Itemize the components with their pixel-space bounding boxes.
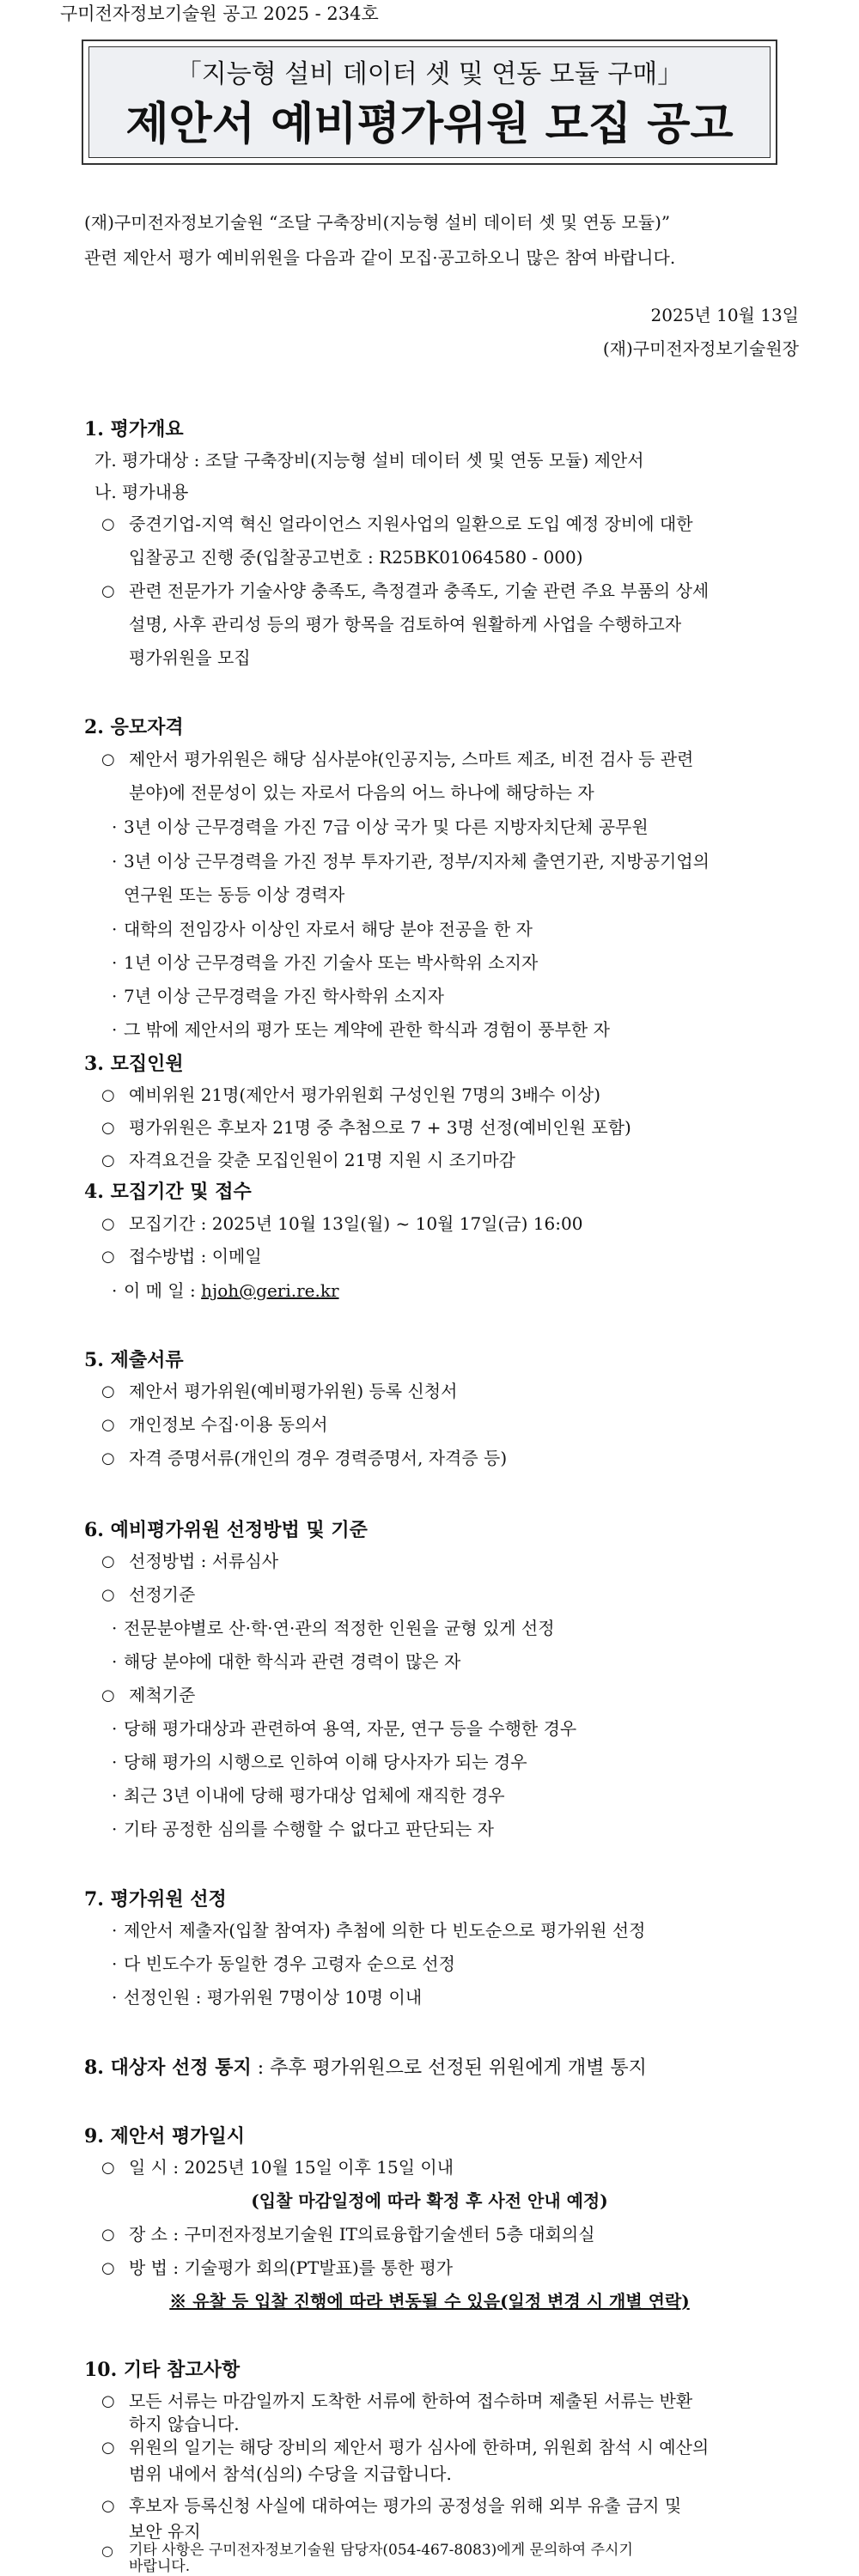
s10-item1-line1: 모든 서류는 마감일까지 도착한 서류에 한하여 접수하며 제출된 서류는 반환 (129, 2391, 693, 2411)
s6-sub3: 당해 평가대상과 관련하여 용역, 자문, 연구 등을 수행한 경우 (124, 1718, 577, 1739)
title-box-inner (88, 46, 771, 158)
s9-item2: 장 소 : 구미전자정보기술원 IT의료융합기술센터 5층 대회의실 (129, 2224, 595, 2245)
s2-sub3: 대학의 전임강사 이상인 자로서 해당 분야 전공을 한 자 (124, 919, 533, 939)
s2-item1-line2: 분야)에 전문성이 있는 자로서 다음의 어느 하나에 해당하는 자 (129, 782, 594, 803)
email-link[interactable]: hjoh@geri.re.kr (201, 1280, 339, 1301)
s6-item1: 선정방법 : 서류심사 (129, 1551, 279, 1571)
bullet-circle: ○ (101, 2392, 115, 2410)
title-subtitle: ｢지능형 설비 데이터 셋 및 연동 모듈 구매｣ (188, 59, 671, 89)
section-9-heading: 9. 제안서 평가일시 (84, 2125, 246, 2148)
bullet-dot: · (112, 1819, 118, 1839)
bullet-dot: · (112, 851, 118, 872)
bullet-dot: · (112, 1019, 118, 1040)
bullet-dot: · (112, 1987, 118, 2008)
s4-email-label: 이 메 일 : (124, 1280, 202, 1301)
s10-item3-line2: 보안 유지 (129, 2521, 201, 2542)
s1-item1-line1: 중견기업-지역 혁신 얼라이언스 지원사업의 일환으로 도입 예정 장비에 대한 (129, 513, 693, 534)
s5-item3: 자격 증명서류(개인의 경우 경력증명서, 자격증 등) (129, 1448, 508, 1468)
s7-sub2: 다 빈도수가 동일한 경우 고령자 순으로 선정 (124, 1953, 455, 1974)
bullet-circle: ○ (101, 2543, 113, 2559)
bullet-circle: ○ (101, 582, 115, 600)
s6-sub5: 최근 3년 이내에 당해 평가대상 업체에 재직한 경우 (124, 1785, 505, 1806)
s8-text: : 추후 평가위원으로 선정된 위원에게 개별 통지 (251, 2057, 647, 2079)
s9-item3: 방 법 : 기술평가 회의(PT발표)를 통한 평가 (129, 2257, 454, 2278)
s2-sub4: 1년 이상 근무경력을 가진 기술사 또는 박사학위 소지자 (124, 952, 539, 973)
bullet-dot: · (112, 952, 118, 973)
s7-sub3: 선정인원 : 평가위원 7명이상 10명 이내 (124, 1987, 423, 2008)
s4-email-row (124, 1279, 339, 1302)
s6-sub6: 기타 공정한 심의를 수행할 수 없다고 판단되는 자 (124, 1819, 494, 1839)
bullet-circle: ○ (101, 1151, 115, 1170)
s6-item3: 제척기준 (129, 1685, 196, 1705)
s10-item4-line1: 기타 사항은 구미전자정보기술원 담당자(054-467-8083)에게 문의하여 주시기 (129, 2542, 633, 2559)
bullet-dot: · (112, 1920, 118, 1941)
s5-item1: 제안서 평가위원(예비평가위원) 등록 신청서 (129, 1381, 458, 1401)
s6-sub1: 전문분야별로 산·학·연·관의 적정한 인원을 균형 있게 선정 (124, 1618, 555, 1638)
section-8-heading: 8. 대상자 선정 통지 (84, 2057, 252, 2079)
s1-content-label: 나. 평가내용 (94, 482, 189, 502)
s2-sub2-line2: 연구원 또는 동등 이상 경력자 (124, 884, 345, 905)
page-title: 제안서 예비평가위원 모집 공고 (125, 99, 734, 150)
section-1-heading: 1. 평가개요 (84, 418, 184, 440)
section-6-heading: 6. 예비평가위원 선정방법 및 기준 (84, 1519, 368, 1541)
s6-item2: 선정기준 (129, 1584, 196, 1605)
document-number: 구미전자정보기술원 공고 2025 - 234호 (60, 3, 379, 24)
title-box (82, 39, 777, 165)
section-4-heading: 4. 모집기간 및 접수 (84, 1181, 252, 1203)
bullet-circle: ○ (101, 1686, 115, 1704)
bullet-dot: · (112, 1752, 118, 1772)
s2-sub6: 그 밖에 제안서의 평가 또는 계약에 관한 학식과 경험이 풍부한 자 (124, 1019, 610, 1040)
bullet-dot: · (112, 1718, 118, 1739)
bullet-circle: ○ (101, 1086, 115, 1104)
bullet-circle: ○ (101, 2439, 115, 2457)
s10-item1-line2: 하지 않습니다. (129, 2414, 240, 2434)
issuer-name: (재)구미전자정보기술원장 (602, 338, 799, 359)
bullet-dot: · (112, 817, 118, 837)
s6-sub4: 당해 평가의 시행으로 인하여 이해 당사자가 되는 경우 (124, 1752, 527, 1772)
section-5-heading: 5. 제출서류 (84, 1349, 184, 1371)
s9-note1: (입찰 마감일정에 따라 확정 후 사전 안내 예정) (251, 2190, 608, 2211)
s9-note2: ※ 유찰 등 입찰 진행에 따라 변동될 수 있음(일정 변경 시 개별 연락) (169, 2291, 690, 2312)
s2-sub5: 7년 이상 근무경력을 가진 학사학위 소지자 (124, 986, 444, 1006)
bullet-dot: · (112, 919, 118, 939)
s10-item2-line2: 범위 내에서 참석(심의) 수당을 지급합니다. (129, 2464, 452, 2484)
bullet-dot: · (112, 1785, 118, 1806)
s1-item1-line2: 입찰공고 진행 중(입찰공고번호 : R25BK01064580 - 000) (129, 547, 583, 568)
intro-line-1: (재)구미전자정보기술원 “조달 구축장비(지능형 설비 데이터 셋 및 연동 모듈)” (84, 212, 671, 233)
section-3-heading: 3. 모집인원 (84, 1053, 184, 1075)
bullet-circle: ○ (101, 1416, 115, 1434)
bullet-dot: · (112, 1953, 118, 1974)
s9-item1: 일 시 : 2025년 10월 15일 이후 15일 이내 (129, 2157, 454, 2178)
bullet-circle: ○ (101, 1552, 115, 1571)
bullet-dot: · (112, 1618, 118, 1638)
s6-sub2: 해당 분야에 대한 학식과 관련 경력이 많은 자 (124, 1651, 461, 1672)
section-10-heading: 10. 기타 참고사항 (84, 2359, 241, 2381)
announcement-date: 2025년 10월 13일 (650, 305, 799, 325)
s7-sub1: 제안서 제출자(입찰 참여자) 추첨에 의한 다 빈도순으로 평가위원 선정 (124, 1920, 646, 1941)
bullet-circle: ○ (101, 1215, 115, 1233)
s2-sub2-line1: 3년 이상 근무경력을 가진 정부 투자기관, 정부/지자체 출연기관, 지방공기업의 (124, 851, 710, 872)
section-2-heading: 2. 응모자격 (84, 716, 184, 738)
s10-item2-line1: 위원의 일기는 해당 장비의 제안서 평가 심사에 한하며, 위원회 참석 시 예산의 (129, 2437, 710, 2458)
s5-item2: 개인정보 수집·이용 동의서 (129, 1414, 328, 1435)
bullet-circle: ○ (101, 1119, 115, 1137)
bullet-circle: ○ (101, 2226, 115, 2244)
s3-item2: 평가위원은 후보자 21명 중 추첨으로 7 + 3명 선정(예비인원 포함) (129, 1117, 631, 1138)
s10-item3-line1: 후보자 등록신청 사실에 대하여는 평가의 공정성을 위해 외부 유출 금지 및 (129, 2495, 682, 2516)
s1-item2-line3: 평가위원을 모집 (129, 647, 251, 668)
intro-line-2: 관련 제안서 평가 예비위원을 다음과 같이 모집·공고하오니 많은 참여 바랍니다. (84, 247, 676, 268)
section-8-row (84, 2056, 647, 2081)
s3-item3: 자격요건을 갖춘 모집인원이 21명 지원 시 조기마감 (129, 1150, 515, 1170)
s4-item1: 모집기간 : 2025년 10월 13일(월) ~ 10월 17일(금) 16:00 (129, 1213, 583, 1234)
bullet-circle: ○ (101, 1586, 115, 1604)
bullet-dot: · (112, 986, 118, 1006)
s3-item1: 예비위원 21명(제안서 평가위원회 구성인원 7명의 3배수 이상) (129, 1084, 601, 1105)
section-7-heading: 7. 평가위원 선정 (84, 1888, 227, 1911)
bullet-circle: ○ (101, 1382, 115, 1400)
bullet-circle: ○ (101, 515, 115, 533)
bullet-circle: ○ (101, 2497, 115, 2515)
s10-item4-line2: 바랍니다. (129, 2558, 191, 2575)
s4-item2: 접수방법 : 이메일 (129, 1246, 262, 1267)
s1-target: 가. 평가대상 : 조달 구축장비(지능형 설비 데이터 셋 및 연동 모듈) 제안서 (94, 450, 644, 471)
bullet-dot: · (112, 1280, 118, 1301)
bullet-circle: ○ (101, 2259, 115, 2277)
bullet-circle: ○ (101, 750, 115, 769)
s1-item2-line2: 설명, 사후 관리성 등의 평가 항목을 검토하여 원활하게 사업을 수행하고자 (129, 614, 682, 635)
s1-item2-line1: 관련 전문가가 기술사양 충족도, 측정결과 충족도, 기술 관련 주요 부품의 상세 (129, 580, 710, 601)
bullet-circle: ○ (101, 1449, 115, 1467)
bullet-dot: · (112, 1651, 118, 1672)
s2-item1-line1: 제안서 평가위원은 해당 심사분야(인공지능, 스마트 제조, 비전 검사 등 관련 (129, 749, 694, 769)
bullet-circle: ○ (101, 2159, 115, 2177)
bullet-circle: ○ (101, 1248, 115, 1266)
s2-sub1: 3년 이상 근무경력을 가진 7급 이상 국가 및 다른 지방자치단체 공무원 (124, 817, 649, 837)
